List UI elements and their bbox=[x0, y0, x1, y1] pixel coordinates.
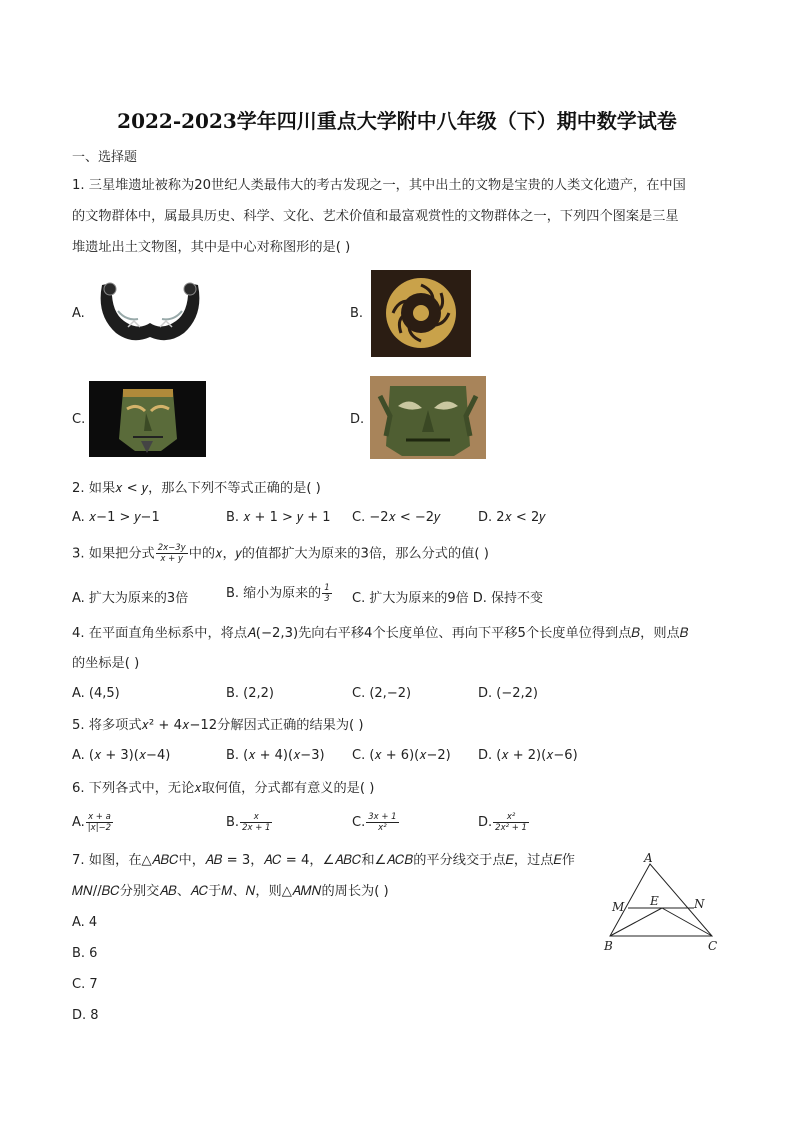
q1-label-b: B. bbox=[350, 306, 364, 321]
q7-option-b: B. 6 bbox=[72, 946, 98, 961]
q6-label-d: D. bbox=[478, 815, 493, 830]
q2-stem: 2. 如果𝑥 < 𝑦，那么下列不等式正确的是( ) bbox=[72, 481, 321, 496]
q4-option-d: D. (−2,2) bbox=[478, 686, 538, 701]
q1-line-2: 的文物群体中，属最具历史、科学、文化、艺术价值和最富观赏性的文物群体之一，下列四个图案是三星 bbox=[72, 209, 679, 224]
q1-label-a: A. bbox=[72, 306, 85, 321]
point-c-label: C bbox=[708, 939, 718, 953]
point-m-label: M bbox=[612, 900, 625, 914]
q6-fraction-b bbox=[240, 812, 272, 833]
q3-option-b-fraction bbox=[322, 583, 331, 604]
q4-option-a: A. (4,5) bbox=[72, 686, 120, 701]
q2-option-d: D. 2𝑥 < 2𝑦 bbox=[478, 510, 546, 525]
q3-b-den: 3 bbox=[324, 594, 330, 604]
q1-label-c: C. bbox=[72, 412, 86, 427]
q3-stem-start: 3. 如果把分式 bbox=[72, 546, 155, 562]
q3-option-b bbox=[226, 582, 333, 604]
q6-fraction-a bbox=[86, 812, 113, 833]
q3-option-b-text: B. 缩小为原来的 bbox=[226, 586, 322, 601]
artifact-image-b bbox=[371, 270, 471, 357]
q7-line-2: 𝑀𝑁//𝐵𝐶分别交𝐴𝐵、𝐴𝐶于𝑀、𝑁，则△𝐴𝑀𝑁的周长为( ) bbox=[72, 884, 389, 899]
point-a-label: A bbox=[644, 851, 653, 865]
artifact-image-c bbox=[89, 381, 206, 457]
point-n-label: N bbox=[694, 897, 705, 911]
q6-c-den: x² bbox=[378, 823, 387, 833]
q7-option-c: C. 7 bbox=[72, 977, 98, 992]
q4-option-b: B. (2,2) bbox=[226, 686, 275, 701]
q3-frac-num: 2x−3y bbox=[157, 543, 186, 553]
q6-c-num: 3x + 1 bbox=[368, 812, 397, 822]
q6-a-num: x + a bbox=[86, 812, 113, 823]
q6-d-den: 2x² + 1 bbox=[495, 823, 527, 833]
q2-option-a: A. 𝑥−1 > 𝑦−1 bbox=[72, 510, 160, 525]
q6-label-a: A. bbox=[72, 815, 85, 830]
point-b-label: B bbox=[604, 939, 613, 953]
q4-line-1: 4. 在平面直角坐标系中，将点𝐴(−2,3)先向右平移4个长度单位、再向下平移5个长度单位得到点𝐵，则点𝐵 bbox=[72, 626, 689, 641]
q2-option-c: C. −2𝑥 < −2𝑦 bbox=[352, 510, 441, 525]
q3-b-num: 1 bbox=[324, 583, 330, 593]
q4-line-2: 的坐标是( ) bbox=[72, 656, 140, 671]
page-title: 2022-2023学年四川重点大学附中八年级（下）期中数学试卷 bbox=[117, 109, 677, 133]
q6-option-a bbox=[72, 812, 114, 833]
q7-option-d: D. 8 bbox=[72, 1008, 99, 1023]
q3-stem bbox=[72, 543, 489, 565]
q3-option-cd: C. 扩大为原来的9倍 D. 保持不变 bbox=[352, 591, 544, 606]
q4-option-c: C. (2,−2) bbox=[352, 686, 412, 701]
q1-label-d: D. bbox=[350, 412, 365, 427]
q6-option-b bbox=[226, 812, 273, 833]
q7-option-a: A. 4 bbox=[72, 915, 98, 930]
q6-a-den: |x|−2 bbox=[87, 823, 112, 833]
q6-b-den: 2x + 1 bbox=[242, 823, 271, 833]
q2-option-b: B. 𝑥 + 1 > 𝑦 + 1 bbox=[226, 510, 331, 525]
q6-b-num: x bbox=[240, 812, 272, 823]
triangle-diagram bbox=[600, 850, 730, 955]
q7-line-1: 7. 如图，在△𝐴𝐵𝐶中，𝐴𝐵 = 3，𝐴𝐶 = 4，∠𝐴𝐵𝐶和∠𝐴𝐶𝐵的平分线交于点𝐸，过点𝐸作 bbox=[72, 853, 575, 868]
q5-option-a: A. (𝑥 + 3)(𝑥−4) bbox=[72, 748, 171, 763]
artifact-image-d bbox=[370, 376, 486, 459]
q6-option-d bbox=[478, 812, 530, 833]
q5-option-c: C. (𝑥 + 6)(𝑥−2) bbox=[352, 748, 451, 763]
q5-stem: 5. 将多项式𝑥² + 4𝑥−12分解因式正确的结果为( ) bbox=[72, 718, 364, 733]
q6-stem: 6. 下列各式中，无论𝑥取何值，分式都有意义的是( ) bbox=[72, 781, 375, 796]
q1-line-3: 堆遗址出土文物图，其中是中心对称图形的是( ) bbox=[72, 240, 351, 255]
point-e-label: E bbox=[650, 894, 659, 908]
q6-label-c: C. bbox=[352, 815, 366, 830]
q5-option-d: D. (𝑥 + 2)(𝑥−6) bbox=[478, 748, 578, 763]
q3-fraction bbox=[156, 543, 188, 564]
q6-fraction-d bbox=[493, 812, 529, 833]
section-heading: 一、选择题 bbox=[72, 150, 138, 165]
q6-fraction-c bbox=[366, 812, 398, 833]
q3-option-a: A. 扩大为原来的3倍 bbox=[72, 591, 189, 606]
q6-d-num: x² bbox=[493, 812, 529, 823]
q1-line-1: 1. 三星堆遗址被称为20世纪人类最伟大的考古发现之一，其中出土的文物是宝贵的人类文化遗产，在中国 bbox=[72, 178, 686, 193]
artifact-image-a bbox=[92, 275, 208, 351]
q6-label-b: B. bbox=[226, 815, 240, 830]
q6-option-c bbox=[352, 812, 400, 833]
q5-option-b: B. (𝑥 + 4)(𝑥−3) bbox=[226, 748, 325, 763]
q3-stem-end: 中的𝑥，𝑦的值都扩大为原来的3倍，那么分式的值( ) bbox=[188, 546, 489, 562]
q3-frac-den: x + y bbox=[160, 554, 184, 564]
